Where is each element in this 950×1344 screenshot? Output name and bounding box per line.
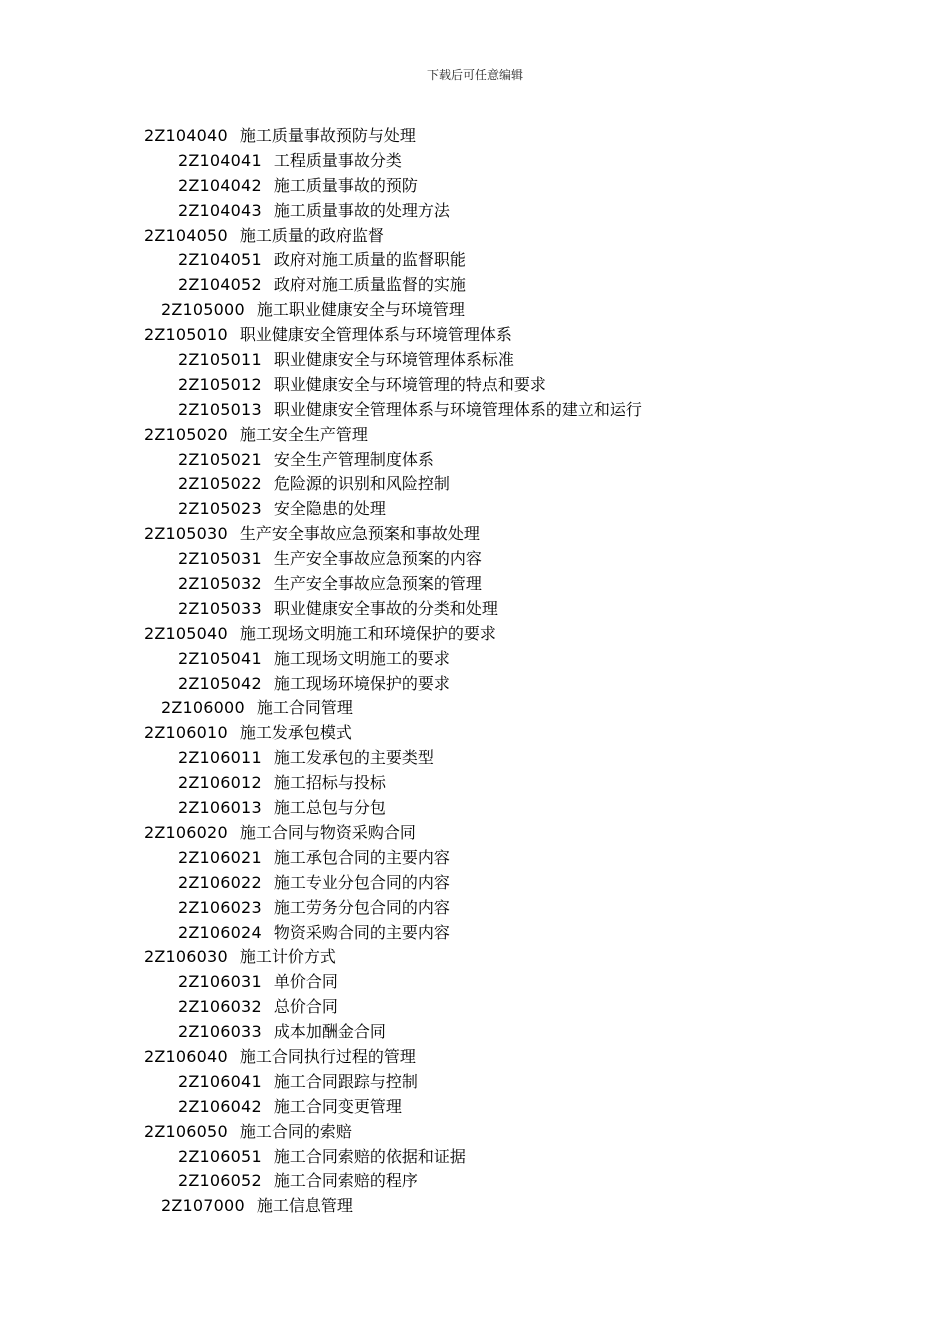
item-code: 2Z106024 <box>178 922 262 942</box>
outline-item-level-2 <box>0 821 950 846</box>
item-code: 2Z106012 <box>178 773 262 793</box>
item-code: 2Z106041 <box>178 1071 262 1091</box>
item-title: 施工信息管理 <box>256 1196 353 1216</box>
outline-item-level-3 <box>0 1070 950 1095</box>
item-code: 2Z106010 <box>144 723 228 743</box>
item-code: 2Z106023 <box>178 897 262 917</box>
outline-item-level-3 <box>0 746 950 771</box>
item-code: 2Z107000 <box>161 1196 245 1216</box>
outline-item-level-3 <box>0 871 950 896</box>
item-code: 2Z106000 <box>161 698 245 718</box>
outline-item-level-3 <box>0 398 950 423</box>
item-code: 2Z106052 <box>178 1171 262 1191</box>
item-title: 施工现场文明施工和环境保护的要求 <box>239 623 496 643</box>
item-title: 施工专业分包合同的内容 <box>273 872 450 892</box>
item-title: 生产安全事故应急预案的管理 <box>273 574 482 594</box>
outline-item-level-3 <box>0 846 950 871</box>
item-code: 2Z104043 <box>178 200 262 220</box>
outline-item-level-3 <box>0 771 950 796</box>
item-code: 2Z106050 <box>144 1121 228 1141</box>
item-code: 2Z105013 <box>178 399 262 419</box>
outline-item-level-3 <box>0 149 950 174</box>
item-title: 施工发承包模式 <box>239 723 352 743</box>
item-title: 政府对施工质量监督的实施 <box>273 275 466 295</box>
outline-item-level-2 <box>0 1045 950 1070</box>
outline-item-level-2 <box>0 1120 950 1145</box>
outline-item-level-2 <box>0 224 950 249</box>
item-title: 施工质量事故预防与处理 <box>239 126 416 145</box>
outline-item-level-3 <box>0 1095 950 1120</box>
outline-item-level-3 <box>0 672 950 697</box>
item-title: 施工招标与投标 <box>273 773 386 793</box>
outline-item-level-3 <box>0 1020 950 1045</box>
item-title: 施工质量事故的处理方法 <box>273 200 450 220</box>
outline-item-level-3 <box>0 1145 950 1170</box>
item-title: 安全生产管理制度体系 <box>273 449 434 469</box>
outline-item-level-3 <box>0 921 950 946</box>
item-title: 施工合同变更管理 <box>273 1096 402 1116</box>
item-code: 2Z106051 <box>178 1146 262 1166</box>
item-title: 职业健康安全管理体系与环境管理体系的建立和运行 <box>273 399 642 419</box>
outline-item-level-2 <box>0 522 950 547</box>
item-title: 生产安全事故应急预案的内容 <box>273 549 482 569</box>
outline-item-level-3 <box>0 597 950 622</box>
item-title: 施工现场文明施工的要求 <box>273 648 450 668</box>
outline-item-level-3 <box>0 348 950 373</box>
outline-item-level-1 <box>0 1194 950 1219</box>
item-title: 危险源的识别和风险控制 <box>273 474 450 494</box>
outline-item-level-3 <box>0 472 950 497</box>
item-title: 施工合同索赔的依据和证据 <box>273 1146 466 1166</box>
item-title: 施工质量事故的预防 <box>273 175 418 195</box>
item-code: 2Z106022 <box>178 872 262 892</box>
item-title: 施工安全生产管理 <box>239 424 368 444</box>
item-code: 2Z105011 <box>178 350 262 370</box>
item-code: 2Z104042 <box>178 175 262 195</box>
item-title: 施工质量的政府监督 <box>239 225 384 245</box>
item-code: 2Z106040 <box>144 1046 228 1066</box>
item-title: 施工合同管理 <box>256 698 353 718</box>
item-code: 2Z104051 <box>178 250 262 270</box>
item-code: 2Z105012 <box>178 374 262 394</box>
item-code: 2Z105022 <box>178 474 262 494</box>
outline-item-level-3 <box>0 248 950 273</box>
item-title: 施工合同与物资采购合同 <box>239 822 416 842</box>
syllabus-outline <box>0 124 950 1219</box>
item-title: 施工合同的索赔 <box>239 1121 352 1141</box>
outline-item-level-3 <box>0 199 950 224</box>
item-code: 2Z106030 <box>144 947 228 967</box>
item-code: 2Z106033 <box>178 1022 262 1042</box>
item-title: 施工计价方式 <box>239 947 336 967</box>
item-title: 生产安全事故应急预案和事故处理 <box>239 524 480 544</box>
item-code: 2Z105021 <box>178 449 262 469</box>
item-title: 政府对施工质量的监督职能 <box>273 250 466 270</box>
item-title: 施工承包合同的主要内容 <box>273 847 450 867</box>
item-code: 2Z105042 <box>178 673 262 693</box>
outline-item-level-3 <box>0 970 950 995</box>
outline-item-level-3 <box>0 1169 950 1194</box>
item-title: 安全隐患的处理 <box>273 499 386 519</box>
item-title: 成本加酬金合同 <box>273 1022 386 1042</box>
item-title: 施工现场环境保护的要求 <box>273 673 450 693</box>
item-title: 施工合同跟踪与控制 <box>273 1071 418 1091</box>
outline-item-level-2 <box>0 124 950 149</box>
outline-item-level-2 <box>0 622 950 647</box>
item-code: 2Z105000 <box>161 300 245 320</box>
item-title: 职业健康安全与环境管理体系标准 <box>273 350 514 370</box>
outline-item-level-1 <box>0 696 950 721</box>
item-code: 2Z105010 <box>144 325 228 345</box>
item-title: 施工合同执行过程的管理 <box>239 1046 416 1066</box>
item-code: 2Z106042 <box>178 1096 262 1116</box>
outline-item-level-3 <box>0 448 950 473</box>
item-code: 2Z105030 <box>144 524 228 544</box>
outline-item-level-3 <box>0 273 950 298</box>
item-title: 施工劳务分包合同的内容 <box>273 897 450 917</box>
item-code: 2Z106032 <box>178 997 262 1017</box>
page-header: 下载后可任意编辑 <box>426 68 523 82</box>
outline-item-level-3 <box>0 572 950 597</box>
outline-item-level-3 <box>0 497 950 522</box>
outline-item-level-3 <box>0 547 950 572</box>
item-title: 施工总包与分包 <box>273 798 386 818</box>
item-code: 2Z105023 <box>178 499 262 519</box>
item-code: 2Z105020 <box>144 424 228 444</box>
outline-item-level-2 <box>0 423 950 448</box>
item-code: 2Z105031 <box>178 549 262 569</box>
item-title: 物资采购合同的主要内容 <box>273 922 450 942</box>
item-title: 职业健康安全事故的分类和处理 <box>273 598 498 618</box>
item-code: 2Z106011 <box>178 748 262 768</box>
item-code: 2Z106031 <box>178 972 262 992</box>
outline-item-level-3 <box>0 995 950 1020</box>
item-code: 2Z104041 <box>178 150 262 170</box>
item-code: 2Z104040 <box>144 126 228 145</box>
outline-item-level-1 <box>0 298 950 323</box>
outline-item-level-3 <box>0 373 950 398</box>
outline-item-level-2 <box>0 945 950 970</box>
item-code: 2Z106013 <box>178 798 262 818</box>
item-title: 总价合同 <box>273 997 338 1017</box>
item-title: 职业健康安全与环境管理的特点和要求 <box>273 374 546 394</box>
item-code: 2Z104050 <box>144 225 228 245</box>
outline-item-level-3 <box>0 174 950 199</box>
item-title: 单价合同 <box>273 972 338 992</box>
outline-item-level-3 <box>0 896 950 921</box>
outline-item-level-3 <box>0 647 950 672</box>
item-title: 施工职业健康安全与环境管理 <box>256 300 465 320</box>
item-title: 施工发承包的主要类型 <box>273 748 434 768</box>
item-code: 2Z104052 <box>178 275 262 295</box>
item-title: 施工合同索赔的程序 <box>273 1171 418 1191</box>
item-code: 2Z105040 <box>144 623 228 643</box>
outline-item-level-2 <box>0 323 950 348</box>
item-code: 2Z105032 <box>178 574 262 594</box>
item-code: 2Z106021 <box>178 847 262 867</box>
item-code: 2Z105033 <box>178 598 262 618</box>
outline-item-level-3 <box>0 796 950 821</box>
item-code: 2Z105041 <box>178 648 262 668</box>
item-title: 职业健康安全管理体系与环境管理体系 <box>239 325 512 345</box>
item-title: 工程质量事故分类 <box>273 150 402 170</box>
outline-item-level-2 <box>0 721 950 746</box>
item-code: 2Z106020 <box>144 822 228 842</box>
